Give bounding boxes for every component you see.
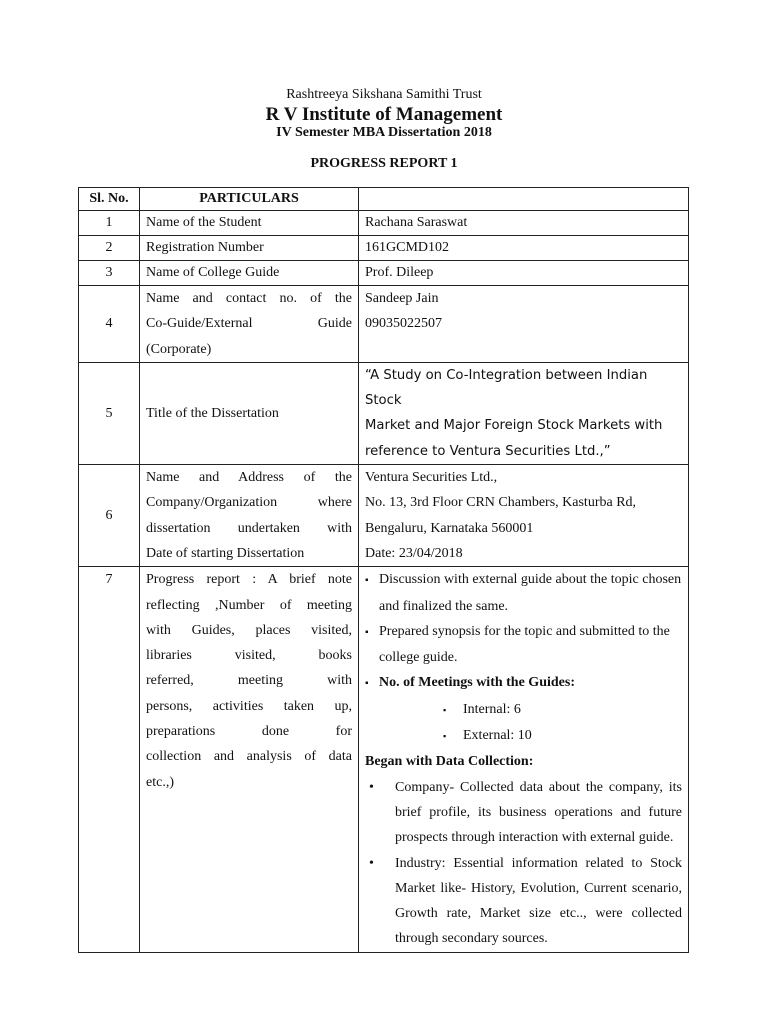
table-row [79,286,689,363]
meetings-heading [365,670,682,696]
row-number: 3 [79,261,140,286]
square-bullet-icon: ▪ [365,575,369,587]
table-row [79,362,689,464]
particular-cell: Title of the Dissertation [140,362,359,464]
table-row [79,236,689,261]
particular-line: preparations done for [146,724,352,740]
particular-cell [140,567,359,952]
title-line: “A Study on Co-Integration between Indian Stock [365,367,648,409]
value-cell: Rachana Saraswat [359,211,689,236]
particular-line: with Guides, places visited, [146,622,352,638]
institute-name: R V Institute of Management [265,104,503,125]
particular-line: reflecting ,Number of meeting [146,597,352,613]
row-number: 2 [79,236,140,261]
table-row [79,465,689,567]
particulars-header: PARTICULARS [140,188,359,211]
row-number: 5 [79,362,140,464]
heading-text: No. of Meetings with the Guides: [379,675,575,691]
table-row [79,261,689,286]
particular-line: libraries visited, books [146,648,352,664]
company-city: Bengaluru, Karnataka 560001 [365,520,534,536]
table-row [79,567,689,952]
row-number: 6 [79,465,140,567]
title-line: Market and Major Foreign Stock Markets with [365,418,663,434]
co-guide-phone: 09035022507 [365,316,442,332]
particular-cell [140,465,359,567]
bullet-text: Discussion with external guide about the topic chosen and finalized the same. [379,572,682,614]
round-bullet-icon: • [369,855,374,871]
particular-line: collection and analysis of data [146,749,352,765]
value-header [359,188,689,211]
value-cell: Prof. Dileep [359,261,689,286]
particular-line: dissertation undertaken with [146,520,352,536]
meeting-count: Internal: 6 [463,701,521,717]
particular-line: Co-Guide/External Guide [146,316,352,332]
company-bullet [365,775,682,851]
square-bullet-icon: ▪ [365,678,369,690]
table-header-row [79,188,689,211]
particular-cell: Registration Number [140,236,359,261]
title-line: reference to Ventura Securities Ltd.,” [365,443,611,459]
particular-line: referred, meeting with [146,673,352,689]
company-name: Ventura Securities Ltd., [365,470,498,486]
particular-line: Name and contact no. of the [146,291,352,306]
bullet-text: Industry: Essential information related to Stock Market like- History, Evolution, Current scenario, Growth rate, Market size etc.., were collected through secondary sources. [395,855,682,947]
meeting-count: External: 10 [463,728,532,744]
progress-bullet [365,567,682,619]
progress-table [78,187,689,953]
start-date: Date: 23/04/2018 [365,545,463,561]
particular-line: (Corporate) [146,341,212,357]
data-collection-heading: Began with Data Collection: [365,754,534,770]
particular-cell: Name of the Student [140,211,359,236]
row-number: 1 [79,211,140,236]
trust-name: Rashtreeya Sikshana Samithi Trust [286,87,482,102]
particular-line: Company/Organization where [146,495,352,511]
particular-cell: Name of College Guide [140,261,359,286]
row-number: 4 [79,286,140,363]
slno-header: Sl. No. [79,188,140,211]
square-bullet-icon: ▪ [443,704,447,715]
report-title: PROGRESS REPORT 1 [310,156,458,171]
particular-line: Name and Address of the [146,470,352,486]
bullet-text: Prepared synopsis for the topic and submitted to the college guide. [379,623,670,666]
external-meetings [365,723,682,749]
square-bullet-icon: ▪ [365,626,369,638]
particular-line: etc.,) [146,774,174,790]
company-address: No. 13, 3rd Floor CRN Chambers, Kasturba Rd, [365,495,637,511]
bullet-text: Company- Collected data about the company, its brief profile, its business operations and future prospects through interaction with external guide. [395,779,682,846]
dissertation-title [359,362,689,464]
particular-line: Date of starting Dissertation [146,545,305,561]
internal-meetings [365,697,682,723]
co-guide-name: Sandeep Jain [365,291,439,306]
value-cell [359,286,689,363]
round-bullet-icon: • [369,779,374,795]
particular-cell [140,286,359,363]
table-row [79,211,689,236]
semester-title: IV Semester MBA Dissertation 2018 [276,125,492,140]
particular-line: Progress report : A brief note [146,572,352,588]
progress-bullet [365,619,682,671]
value-cell: 161GCMD102 [359,236,689,261]
square-bullet-icon: ▪ [443,731,447,742]
particular-line: persons, activities taken up, [146,698,352,714]
progress-cell [359,567,689,952]
industry-bullet [365,851,682,952]
value-cell [359,465,689,567]
row-number: 7 [79,567,140,952]
